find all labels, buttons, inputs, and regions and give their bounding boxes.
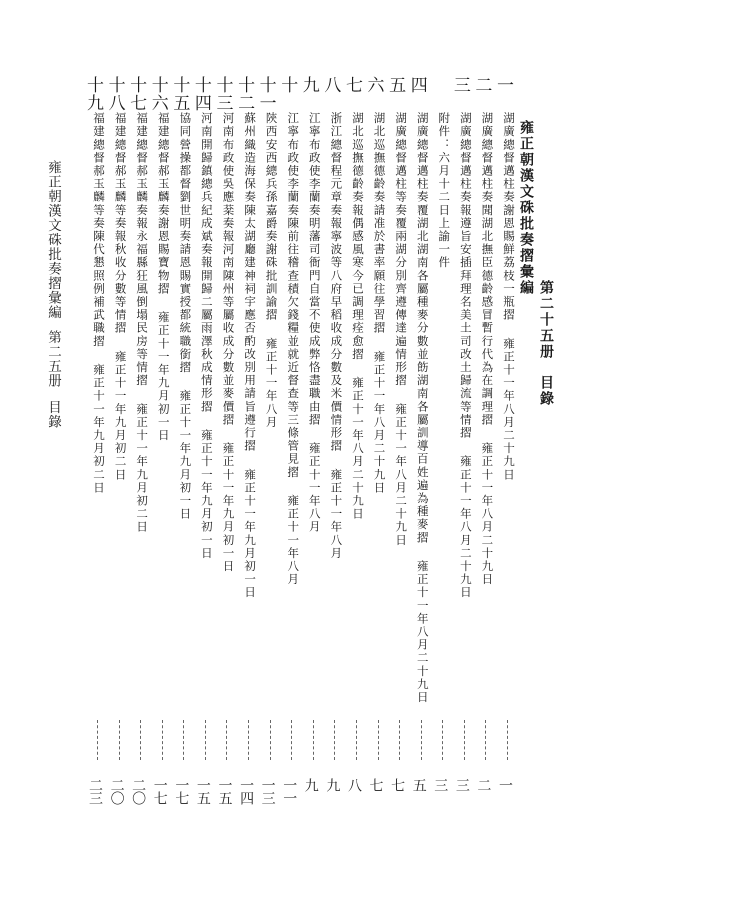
entry-number: 三 bbox=[449, 76, 470, 94]
entry-number: 七 bbox=[341, 76, 362, 94]
entry-text: 湖廣總督邁柱奏謝恩賜鮮荔枝一瓶摺 雍正十一年八月二十九日 bbox=[502, 112, 516, 482]
entry-number: 十二 bbox=[234, 76, 255, 112]
entry-page: 二〇 bbox=[130, 778, 147, 804]
entry-page: 八 bbox=[345, 778, 362, 791]
leader-dots bbox=[270, 720, 271, 760]
book-title: 雍正朝漢文硃批奏摺彙編 bbox=[518, 120, 534, 296]
volume-number: 第二十五册 bbox=[538, 280, 554, 360]
leader-dots bbox=[248, 720, 249, 760]
leader-dots bbox=[378, 720, 379, 760]
section-label: 目錄 bbox=[538, 375, 554, 407]
margin-section: 目錄 bbox=[45, 400, 61, 429]
leader-dots bbox=[183, 720, 184, 760]
leader-dots bbox=[119, 720, 120, 760]
entry-text: 江寧布政使李蘭奏陳前往稽查積欠錢糧並就近督查等三條管見摺 雍正十一年八月 bbox=[286, 112, 301, 587]
entry-page: 一五 bbox=[194, 778, 211, 804]
entry-page: 二 bbox=[475, 778, 492, 791]
entry-page: 二三 bbox=[87, 778, 103, 804]
leader-dots bbox=[334, 720, 335, 760]
entry-text: 陝西安西總兵孫嘉爵奏謝硃批訓諭摺 雍正十一年八月 bbox=[264, 112, 279, 429]
entry-text: 湖北巡撫德齡奏報偶感風寒今已調理痊愈摺 雍正十一年八月二十九日 bbox=[350, 112, 365, 521]
margin-book-title: 雍正朝漢文硃批奏摺彙編 bbox=[45, 160, 61, 320]
leader-dots bbox=[485, 720, 486, 760]
entry-number: 六 bbox=[363, 76, 384, 94]
leader-dots bbox=[421, 720, 422, 760]
entry-page: 一四 bbox=[238, 778, 255, 804]
leader-dots bbox=[507, 720, 508, 760]
entry-page: 一七 bbox=[151, 778, 168, 804]
entry-number: 十五 bbox=[169, 76, 190, 112]
entry-text: 浙江總督程元章奏報寧波等八府早稻收成分數及米價情形摺 雍正十一年八月 bbox=[329, 112, 344, 560]
entry-number: 五 bbox=[385, 76, 406, 94]
leader-dots bbox=[205, 720, 206, 760]
entry-number: 一 bbox=[493, 76, 513, 94]
entry-page: 一三 bbox=[259, 778, 276, 804]
entry-number: 九 bbox=[298, 76, 319, 94]
leader-dots bbox=[226, 720, 227, 760]
entry-text: 福建總督郝玉麟奏報永福縣狂風倒塌民房等情摺 雍正十一年九月初二日 bbox=[135, 112, 150, 534]
leader-dots bbox=[356, 720, 357, 760]
entry-text: 附件：六月十二日上諭一件 bbox=[437, 112, 452, 270]
leader-dots bbox=[442, 720, 443, 760]
leader-dots bbox=[313, 720, 314, 760]
entry-number: 十三 bbox=[212, 76, 233, 112]
entry-text: 湖廣總督邁柱奏報遵旨安插拜理名美土司改土歸流等情摺 雍正十一年八月二十九日 bbox=[458, 112, 473, 600]
leader-dots bbox=[97, 720, 98, 760]
leader-dots bbox=[140, 720, 141, 760]
entry-page: 九 bbox=[324, 778, 341, 791]
leader-dots bbox=[399, 720, 400, 760]
leader-dots bbox=[291, 720, 292, 760]
entry-text: 福建總督郝玉麟等奏陳代懇照例補武職摺 雍正十一年九月初二日 bbox=[92, 112, 106, 495]
entry-number: 二 bbox=[471, 76, 492, 94]
entry-page: 一七 bbox=[173, 778, 190, 804]
entry-page: 三 bbox=[432, 778, 449, 791]
entry-number: 十一 bbox=[255, 76, 276, 112]
entry-text: 河南布政使吳應棻奏報河南陳州等屬收成分數並麥價摺 雍正十一年九月初一日 bbox=[221, 112, 236, 573]
entry-number: 八 bbox=[320, 76, 341, 94]
entry-text: 湖廣總督邁柱奏覆湖北湖南各屬種麥分數並飭湖南各屬訓導百姓遍為種麥摺 雍正十一年八月二十九日 bbox=[415, 112, 430, 704]
margin-volume: 第二五册 bbox=[45, 330, 61, 388]
entry-text: 協同營操都督劉世明奏請恩賜實授都統職銜摺 雍正十一年九月初一日 bbox=[178, 112, 193, 521]
entry-page: 七 bbox=[367, 778, 384, 791]
entry-page: 一五 bbox=[216, 778, 233, 804]
entry-number: 十八 bbox=[104, 76, 125, 112]
entry-page: 九 bbox=[302, 778, 319, 791]
entry-text: 福建總督郝玉麟等奏報秋收分數等情摺 雍正十一年九月初二日 bbox=[113, 112, 128, 482]
entry-text: 蘇州織造海保奏陳太湖廳建神祠宇應否酌改別用請旨遵行摺 雍正十一年九月初一日 bbox=[243, 112, 258, 600]
entry-number: 十六 bbox=[147, 76, 168, 112]
entry-text: 湖廣總督邁柱等奏覆兩湖分別齊遵傳達遍情形摺 雍正十一年八月二十九日 bbox=[394, 112, 409, 547]
leader-dots bbox=[464, 720, 465, 760]
entry-text: 江寧布政使李蘭奏明藩司衙門自當不使成弊恪盡職由摺 雍正十一年八月 bbox=[307, 112, 322, 534]
leader-dots bbox=[162, 720, 163, 760]
entry-text: 湖廣總督邁柱奏聞湖北撫臣德齡感冒暫行代為在調理摺 雍正十一年八月二十九日 bbox=[480, 112, 495, 587]
entry-page: 一 bbox=[497, 778, 513, 791]
entry-page: 七 bbox=[389, 778, 406, 791]
entry-page: 五 bbox=[410, 778, 427, 791]
entry-text: 湖北巡撫德齡奏請准於書率願往學習摺 雍正十一年八月二十九日 bbox=[372, 112, 387, 495]
entry-number: 十 bbox=[277, 76, 298, 94]
entry-page: 三 bbox=[453, 778, 470, 791]
entry-number: 十四 bbox=[190, 76, 211, 112]
entry-page: 二〇 bbox=[108, 778, 125, 804]
entry-number: 十九 bbox=[83, 76, 103, 112]
entry-text: 福建總督郝玉麟奏謝恩賜寶物摺 雍正十一年九月初一日 bbox=[156, 112, 171, 442]
entry-page: 一一 bbox=[281, 778, 298, 804]
entry-number: 十七 bbox=[126, 76, 147, 112]
entry-number: 四 bbox=[406, 76, 427, 94]
entry-text: 河南開歸鎮總兵紀成斌奏報開歸二屬雨澤秋成情形摺 雍正十一年九月初一日 bbox=[199, 112, 214, 560]
